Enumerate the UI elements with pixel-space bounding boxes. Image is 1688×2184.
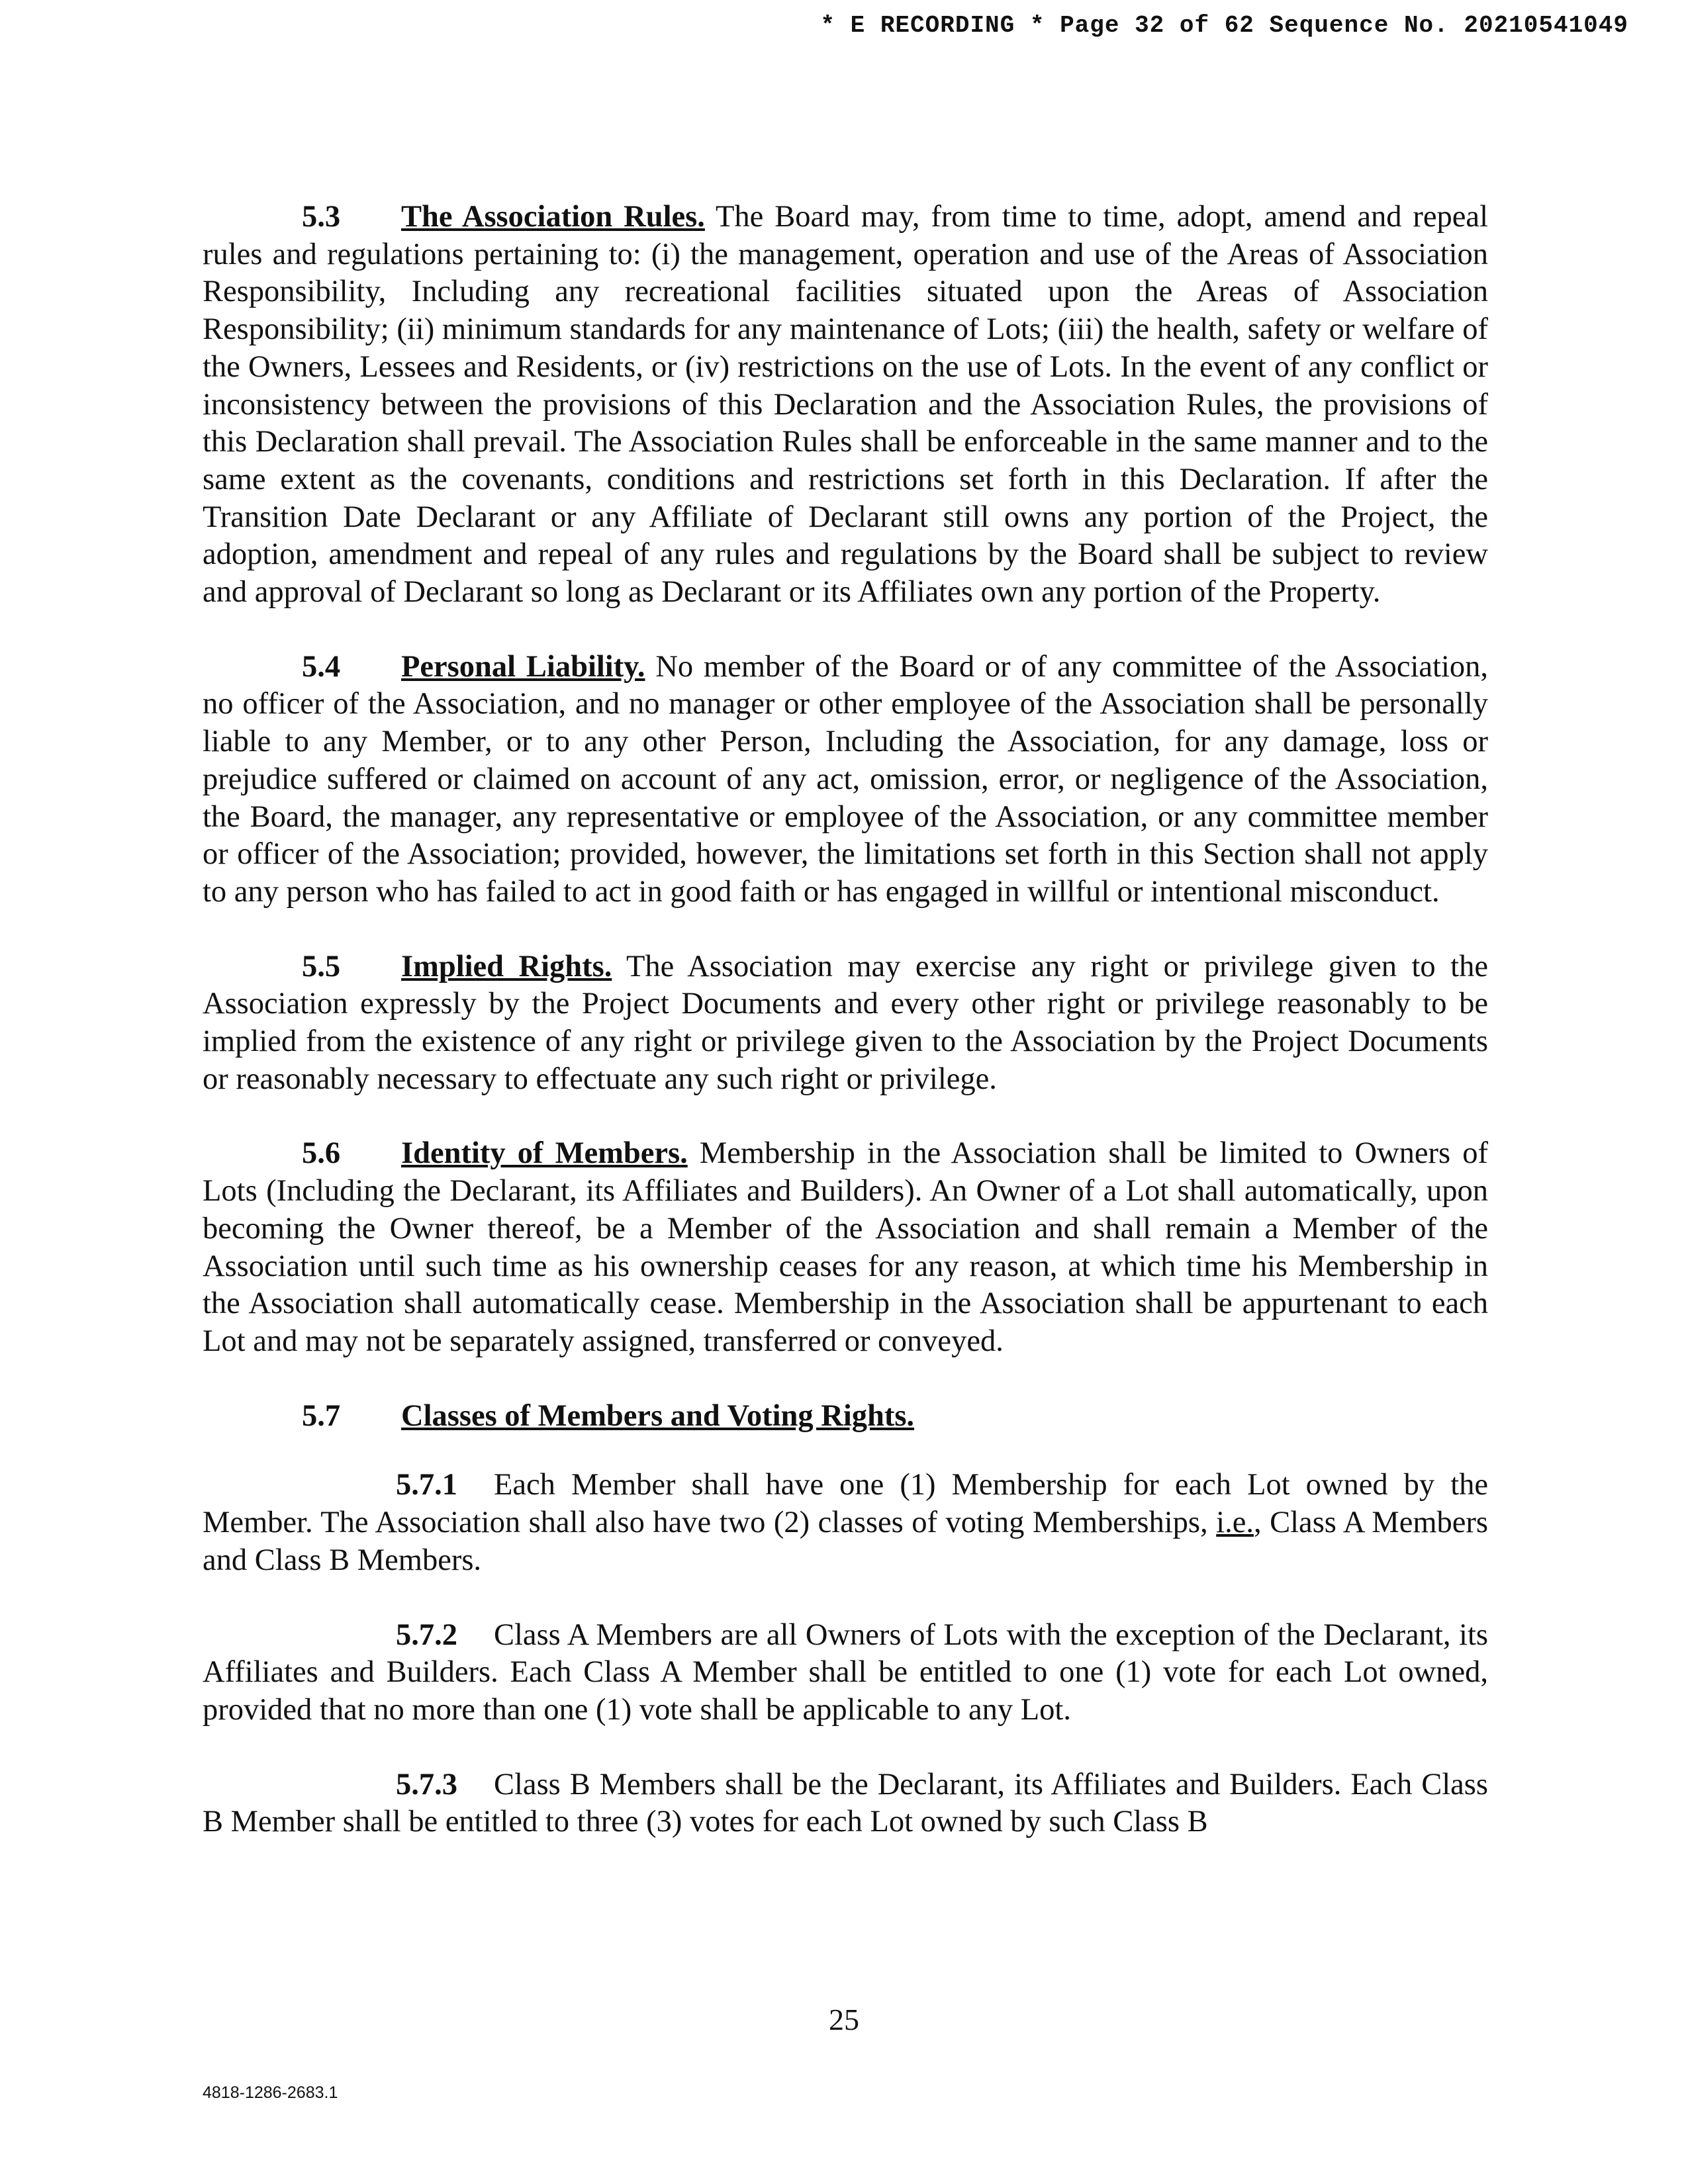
page-number: 25: [829, 2003, 859, 2036]
section-5-7: [203, 1398, 1488, 1435]
subsection-number: 5.7.2: [396, 1617, 457, 1652]
section-5-7-3: [203, 1766, 1488, 1841]
section-5-7-2: [203, 1617, 1488, 1729]
document-id: 4818-1286-2683.1: [203, 2083, 338, 2102]
section-number: 5.7: [302, 1398, 341, 1433]
subsection-text-a: Each Member shall have one (1) Membership for each Lot owned by the Member. The Association shall also have two (2) classes of voting Memberships,: [203, 1468, 1488, 1540]
subsection-text: Class A Members are all Owners of Lots with the exception of the Declarant, its Affiliates and Builders. Each Class A Member shall be entitled to one (1) vote for each Lot owned, provided that no more than one (1) vote shall be applicable to any Lot.: [203, 1617, 1488, 1727]
document-body: [203, 199, 1488, 1841]
section-number: 5.5: [302, 949, 341, 983]
recording-header: * E RECORDING * Page 32 of 62 Sequence No. 20210541049: [820, 12, 1628, 39]
section-5-6: [203, 1135, 1488, 1360]
section-5-4: [203, 649, 1488, 911]
subsection-text: Class B Members shall be the Declarant, its Affiliates and Builders. Each Class B Member shall be entitled to three (3) votes for each Lot owned by such Class B: [203, 1767, 1488, 1839]
section-5-7-1: [203, 1467, 1488, 1579]
section-5-5: [203, 948, 1488, 1099]
section-5-3: [203, 199, 1488, 612]
section-text: No member of the Board or of any committee of the Association, no officer of the Association, and no manager or other employee of the Association shall be personally liable to any Member, or to any other Person, Including the Association, for any damage, loss or prejudice suffered or claimed on account of any act, omission, error, or negligence of the Association, the Board, the manager, any representative or employee of the Association, or any committee member or officer of the Association; provided, however, the limitations set forth in this Section shall not apply to any person who has failed to act in good faith or has engaged in willful or intentional misconduct.: [203, 649, 1488, 909]
section-number: 5.6: [302, 1136, 341, 1171]
section-title: Identity of Members.: [401, 1136, 688, 1171]
subsection-number: 5.7.1: [396, 1468, 457, 1502]
section-title: Implied Rights.: [401, 949, 612, 983]
section-number: 5.4: [302, 649, 341, 684]
section-text: The Association may exercise any right or privilege given to the Association expressly by the Project Documents and every other right or privilege reasonably to be implied from the existence of any right or privilege given to the Association by the Project Documents or reasonably necessary to effectuate any such right or privilege.: [203, 949, 1488, 1096]
section-title: Personal Liability.: [401, 649, 645, 684]
ie-abbreviation: i.e.: [1216, 1506, 1254, 1540]
section-text: Membership in the Association shall be limited to Owners of Lots (Including the Declarant, its Affiliates and Builders). An Owner of a Lot shall automatically, upon becoming the Owner thereof, be a Member of the Association and shall remain a Member of the Association until such time as his ownership ceases for any reason, at which time his Membership in the Association shall automatically cease. Membership in the Association shall be appurtenant to each Lot and may not be separately assigned, transferred or conveyed.: [203, 1136, 1488, 1358]
section-text: The Board may, from time to time, adopt, amend and repeal rules and regulations pertaining to: (i) the management, operation and use of the Areas of Association Responsibility, Including any recreational facilities situated upon the Areas of Association Responsibility; (ii) minimum standards for any maintenance of Lots; (iii) the health, safety or welfare of the Owners, Lessees and Residents, or (iv) restrictions on the use of Lots. In the event of any conflict or inconsistency between the provisions of this Declaration and the Association Rules, the provisions of this Declaration shall prevail. The Association Rules shall be enforceable in the same manner and to the same extent as the covenants, conditions and restrictions set forth in this Declaration. If after the Transition Date Declarant or any Affiliate of Declarant still owns any portion of the Project, the adoption, amendment and repeal of any rules and regulations by the Board shall be subject to review and approval of Declarant so long as Declarant or its Affiliates own any portion of the Property.: [203, 200, 1488, 610]
subsection-text-b: , Class A Members and Class B Members.: [203, 1506, 1488, 1577]
section-number: 5.3: [302, 200, 341, 234]
section-title: The Association Rules.: [401, 200, 705, 234]
subsection-number: 5.7.3: [396, 1767, 457, 1801]
section-title: Classes of Members and Voting Rights.: [401, 1398, 915, 1433]
